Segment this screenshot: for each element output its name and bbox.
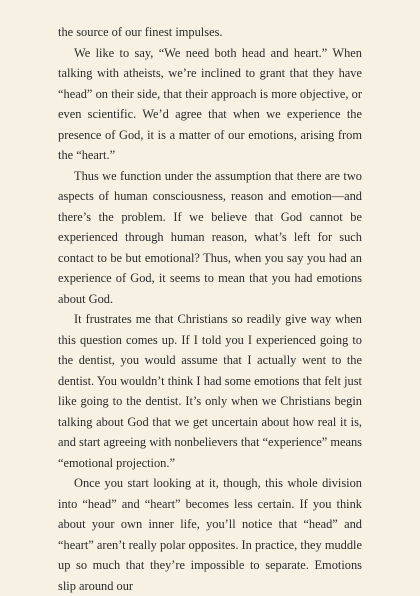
body-text <box>58 22 362 596</box>
paragraph: Thus we function under the assumption that there are two aspects of human consciousness, reason and emotion—and there’s the problem. If we believe that God cannot be experienced through human reason, what’s left for such contact to be but emotional? Thus, when you say you had an experience of God, it seems to mean that you had emotions about God. <box>58 168 362 306</box>
paragraph: It frustrates me that Christians so readily give way when this question comes up. If I told you I experienced going to the dentist, you would assume that I actually went to the dentist. You wouldn’t think I had some emotions that felt just like going to the dentist. It’s only when we Christians begin talking about God that we get uncertain about how real it is, and start agreeing with nonbelievers that “experience” means “emotional projection.” <box>58 312 362 470</box>
paragraph: Once you start looking at it, though, this whole division into “head” and “heart” becomes less certain. If you think about your own inner life, you’ll notice that “head” and “heart” aren’t really polar opposites. In practice, they muddle up so much that they’re impossible to separate. Emotions slip around our <box>58 476 362 593</box>
paragraph-continuation: the source of our finest impulses. <box>58 25 223 39</box>
paragraph: We like to say, “We need both head and heart.” When talking with atheists, we’re inclined to grant that they have “head” on their side, that their approach is more objective, or even scientific. We’d agree that when we experience the presence of God, it is a matter of our emotions, arising from the “heart.” <box>58 45 362 162</box>
